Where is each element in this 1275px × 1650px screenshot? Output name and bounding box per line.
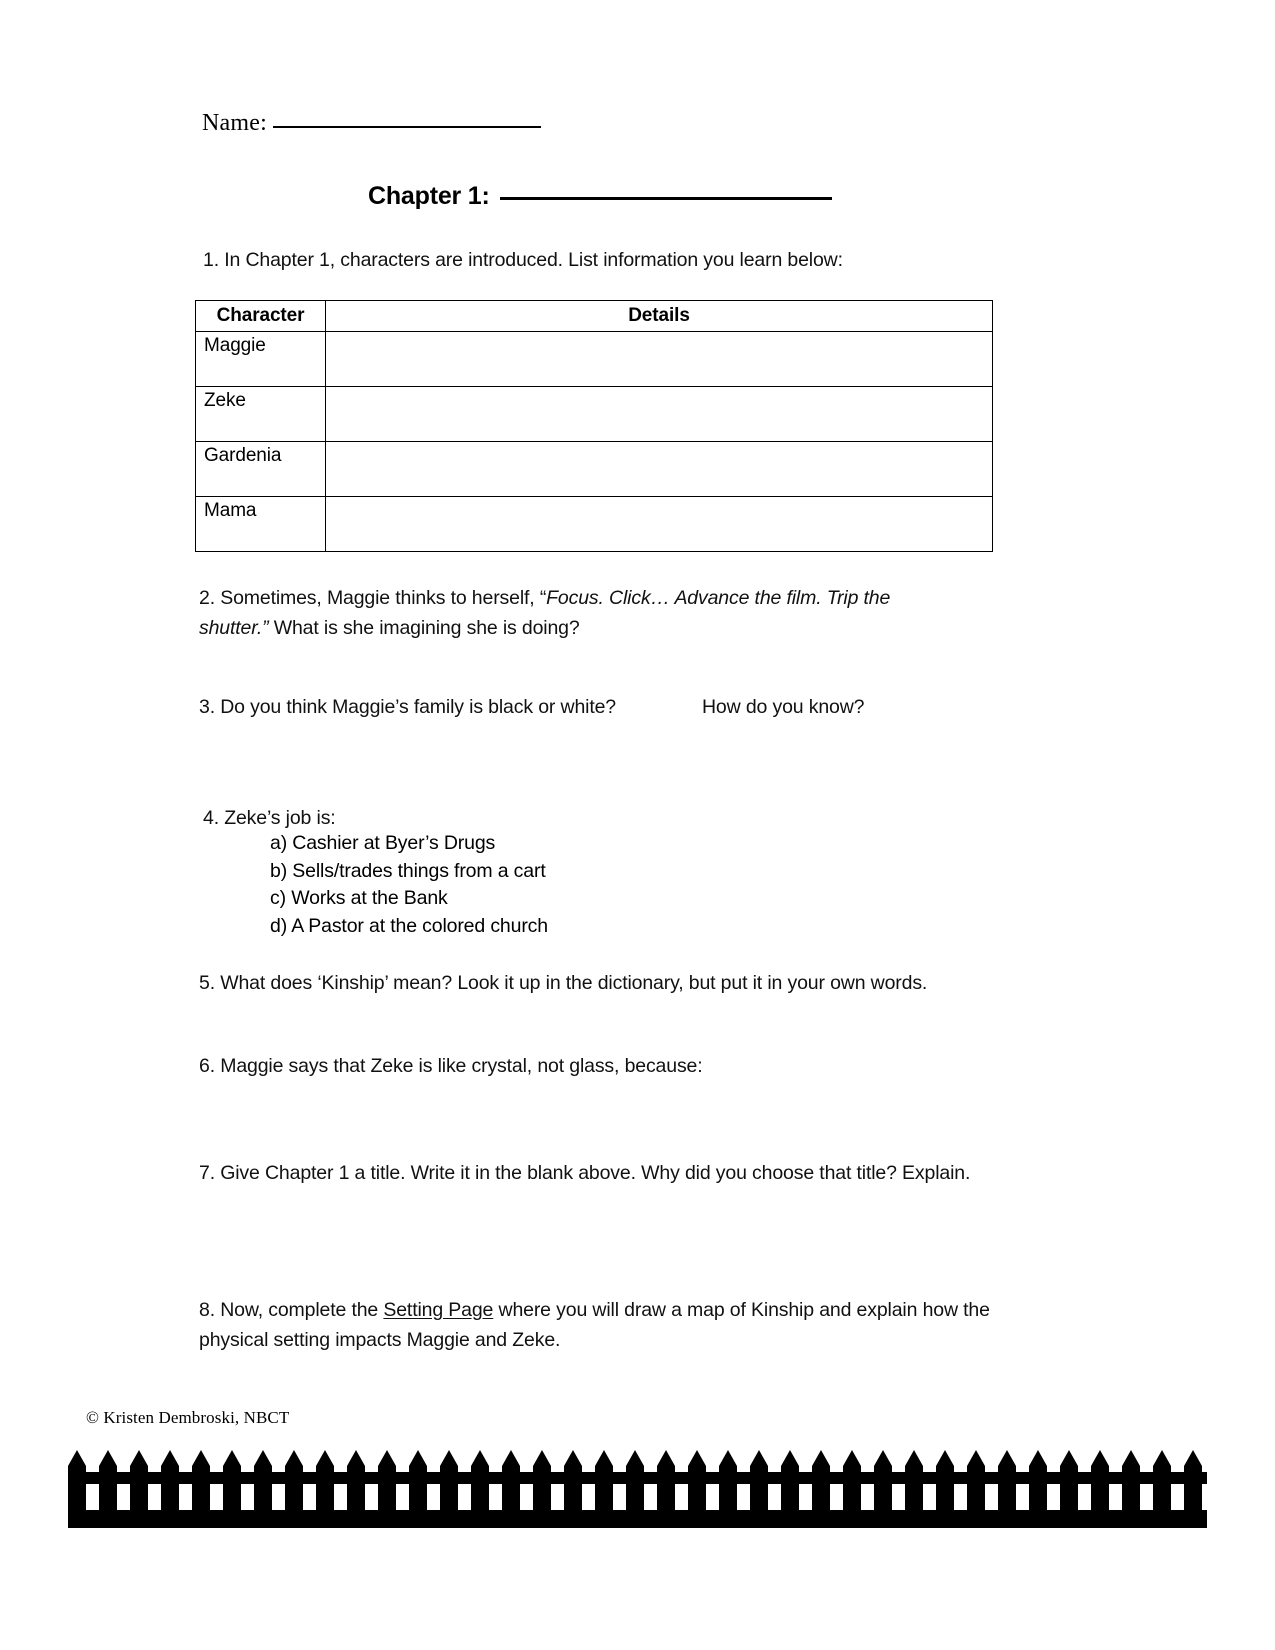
chapter-title-row (368, 182, 832, 211)
question-4-text: 4. Zeke’s job is: (203, 807, 336, 829)
question-8-setting-page-link[interactable]: Setting Page (383, 1299, 494, 1321)
name-blank-line[interactable] (273, 126, 541, 128)
cell-details-zeke[interactable] (326, 387, 993, 442)
question-4-option-d[interactable]: d) A Pastor at the colored church (270, 914, 548, 937)
question-3-part-a: 3. Do you think Maggie’s family is black or white? (199, 696, 616, 718)
cell-character-maggie: Maggie (196, 332, 326, 387)
fence-pickets (68, 1450, 1207, 1528)
chapter-label: Chapter 1: (368, 182, 490, 210)
name-field-row (202, 110, 541, 137)
question-8-lead: 8. Now, complete the (199, 1299, 384, 1321)
picket-fence-decoration (68, 1438, 1207, 1528)
table-header-row (196, 301, 993, 332)
cell-character-mama: Mama (196, 497, 326, 552)
question-2-text (199, 583, 959, 643)
table-row (196, 387, 993, 442)
question-2-quote: Focus. Click… Advance the film. Trip the shutter.” (199, 587, 891, 639)
name-label: Name: (202, 110, 267, 136)
cell-character-zeke: Zeke (196, 387, 326, 442)
column-header-details: Details (326, 301, 993, 332)
question-4-option-list (270, 830, 548, 940)
question-2-lead: 2. Sometimes, Maggie thinks to herself, “ (199, 587, 547, 609)
cell-character-gardenia: Gardenia (196, 442, 326, 497)
question-3-text (199, 692, 1019, 722)
question-4-option-b[interactable]: b) Sells/trades things from a cart (270, 859, 546, 882)
table-row (196, 442, 993, 497)
column-header-character: Character (196, 301, 326, 332)
question-1-text: 1. In Chapter 1, characters are introduced. List information you learn below: (203, 249, 843, 271)
question-8-tail: where you will draw a map of Kinship and explain how the physical setting impacts Maggie and Zeke. (199, 1299, 990, 1351)
question-7-text: 7. Give Chapter 1 a title. Write it in the blank above. Why did you choose that title? Explain. (199, 1162, 971, 1184)
cell-details-mama[interactable] (326, 497, 993, 552)
chapter-title-blank-line[interactable] (500, 197, 832, 200)
copyright-notice: © Kristen Dembroski, NBCT (86, 1408, 290, 1427)
question-6-text: 6. Maggie says that Zeke is like crystal, not glass, because: (199, 1055, 703, 1077)
question-5-text: 5. What does ‘Kinship’ mean? Look it up in the dictionary, but put it in your own words. (199, 972, 928, 994)
question-2-tail: What is she imagining she is doing? (268, 617, 580, 639)
question-3-part-b: How do you know? (702, 696, 865, 718)
question-8-text (199, 1295, 999, 1355)
cell-details-gardenia[interactable] (326, 442, 993, 497)
cell-details-maggie[interactable] (326, 332, 993, 387)
character-details-table (195, 300, 993, 552)
question-4-option-c[interactable]: c) Works at the Bank (270, 887, 448, 909)
table-row (196, 497, 993, 552)
table-row (196, 332, 993, 387)
question-4-option-a[interactable]: a) Cashier at Byer’s Drugs (270, 832, 496, 854)
